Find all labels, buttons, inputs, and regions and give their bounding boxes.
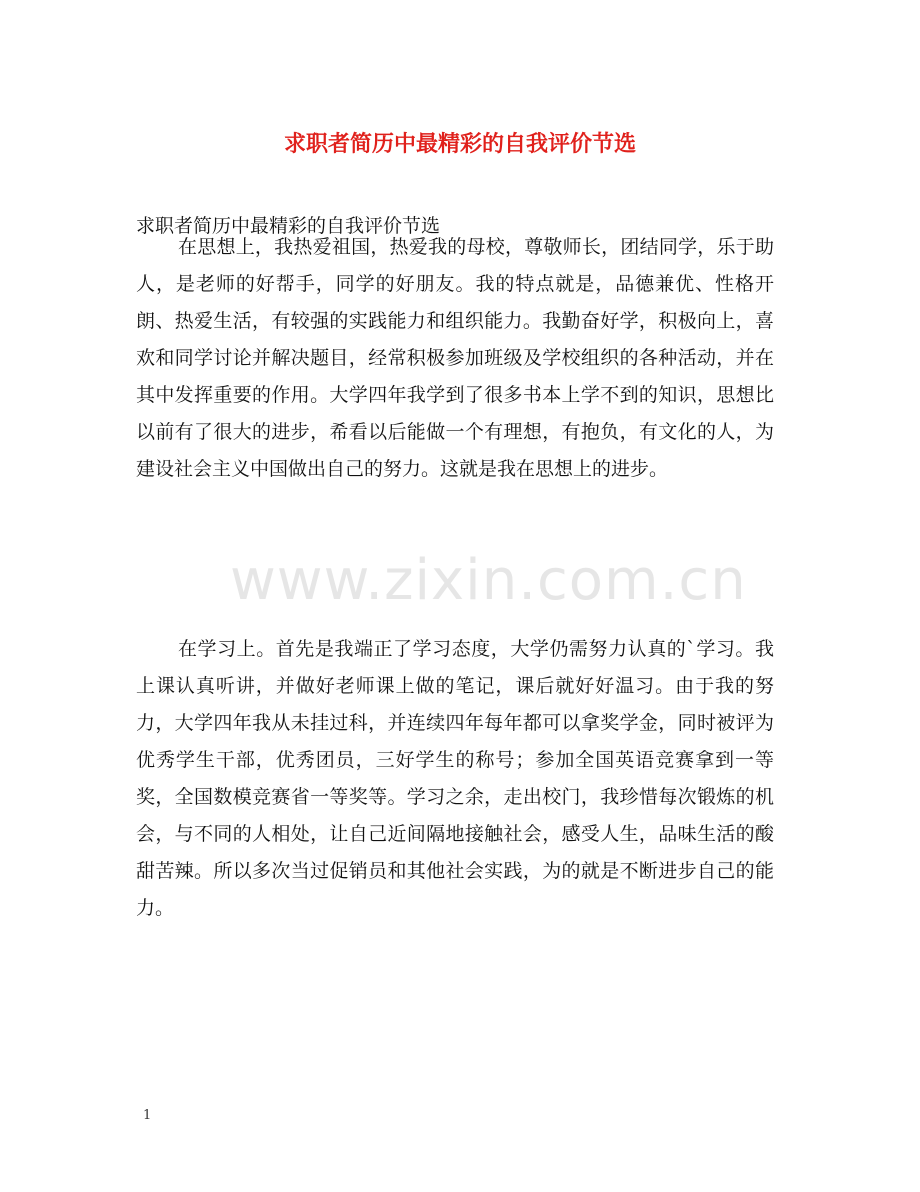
document-title: 求职者简历中最精彩的自我评价节选 (283, 131, 636, 157)
paragraph-study: 在学习上。首先是我端正了学习态度，大学仍需努力认真的`学习。我上课认真听讲，并做好老师课上做的笔记，课后就好好温习。由于我的努力，大学四年我从未挂过科，并连续四年每年都可以拿奖学金，同时被评为优秀学生干部，优秀团员，三好学生的称号；参加全国英语竞赛拿到一等奖，全国数模竞赛省一等奖等。学习之余，走出校门，我珍惜每次锻炼的机会，与不同的人相处，让自己近间隔地接触社会，感受人生，品味生活的酸甜苦辣。所以多次当过促销员和其他社会实践，为的就是不断进步自己的能力。 (136, 638, 774, 919)
paragraph-thought: 在思想上，我热爱祖国，热爱我的母校，尊敬师长，团结同学，乐于助人，是老师的好帮手，同学的好朋友。我的特点就是，品德兼优、性格开朗、热爱生活，有较强的实践能力和组织能力。我勤奋好学，积极向上，喜欢和同学讨论并解决题目，经常积极参加班级及学校组织的各种活动，并在其中发挥重要的作用。大学四年我学到了很多书本上学不到的知识，思想比以前有了很大的进步，希看以后能做一个有理想，有抱负，有文化的人，为建设社会主义中国做出自己的努力。这就是我在思想上的进步。 (136, 236, 774, 480)
document-subtitle: 求职者简历中最精彩的自我评价节选 (136, 215, 441, 237)
page-number: 1 (143, 1108, 152, 1123)
watermark: www.zixin.com.cn (230, 548, 747, 613)
